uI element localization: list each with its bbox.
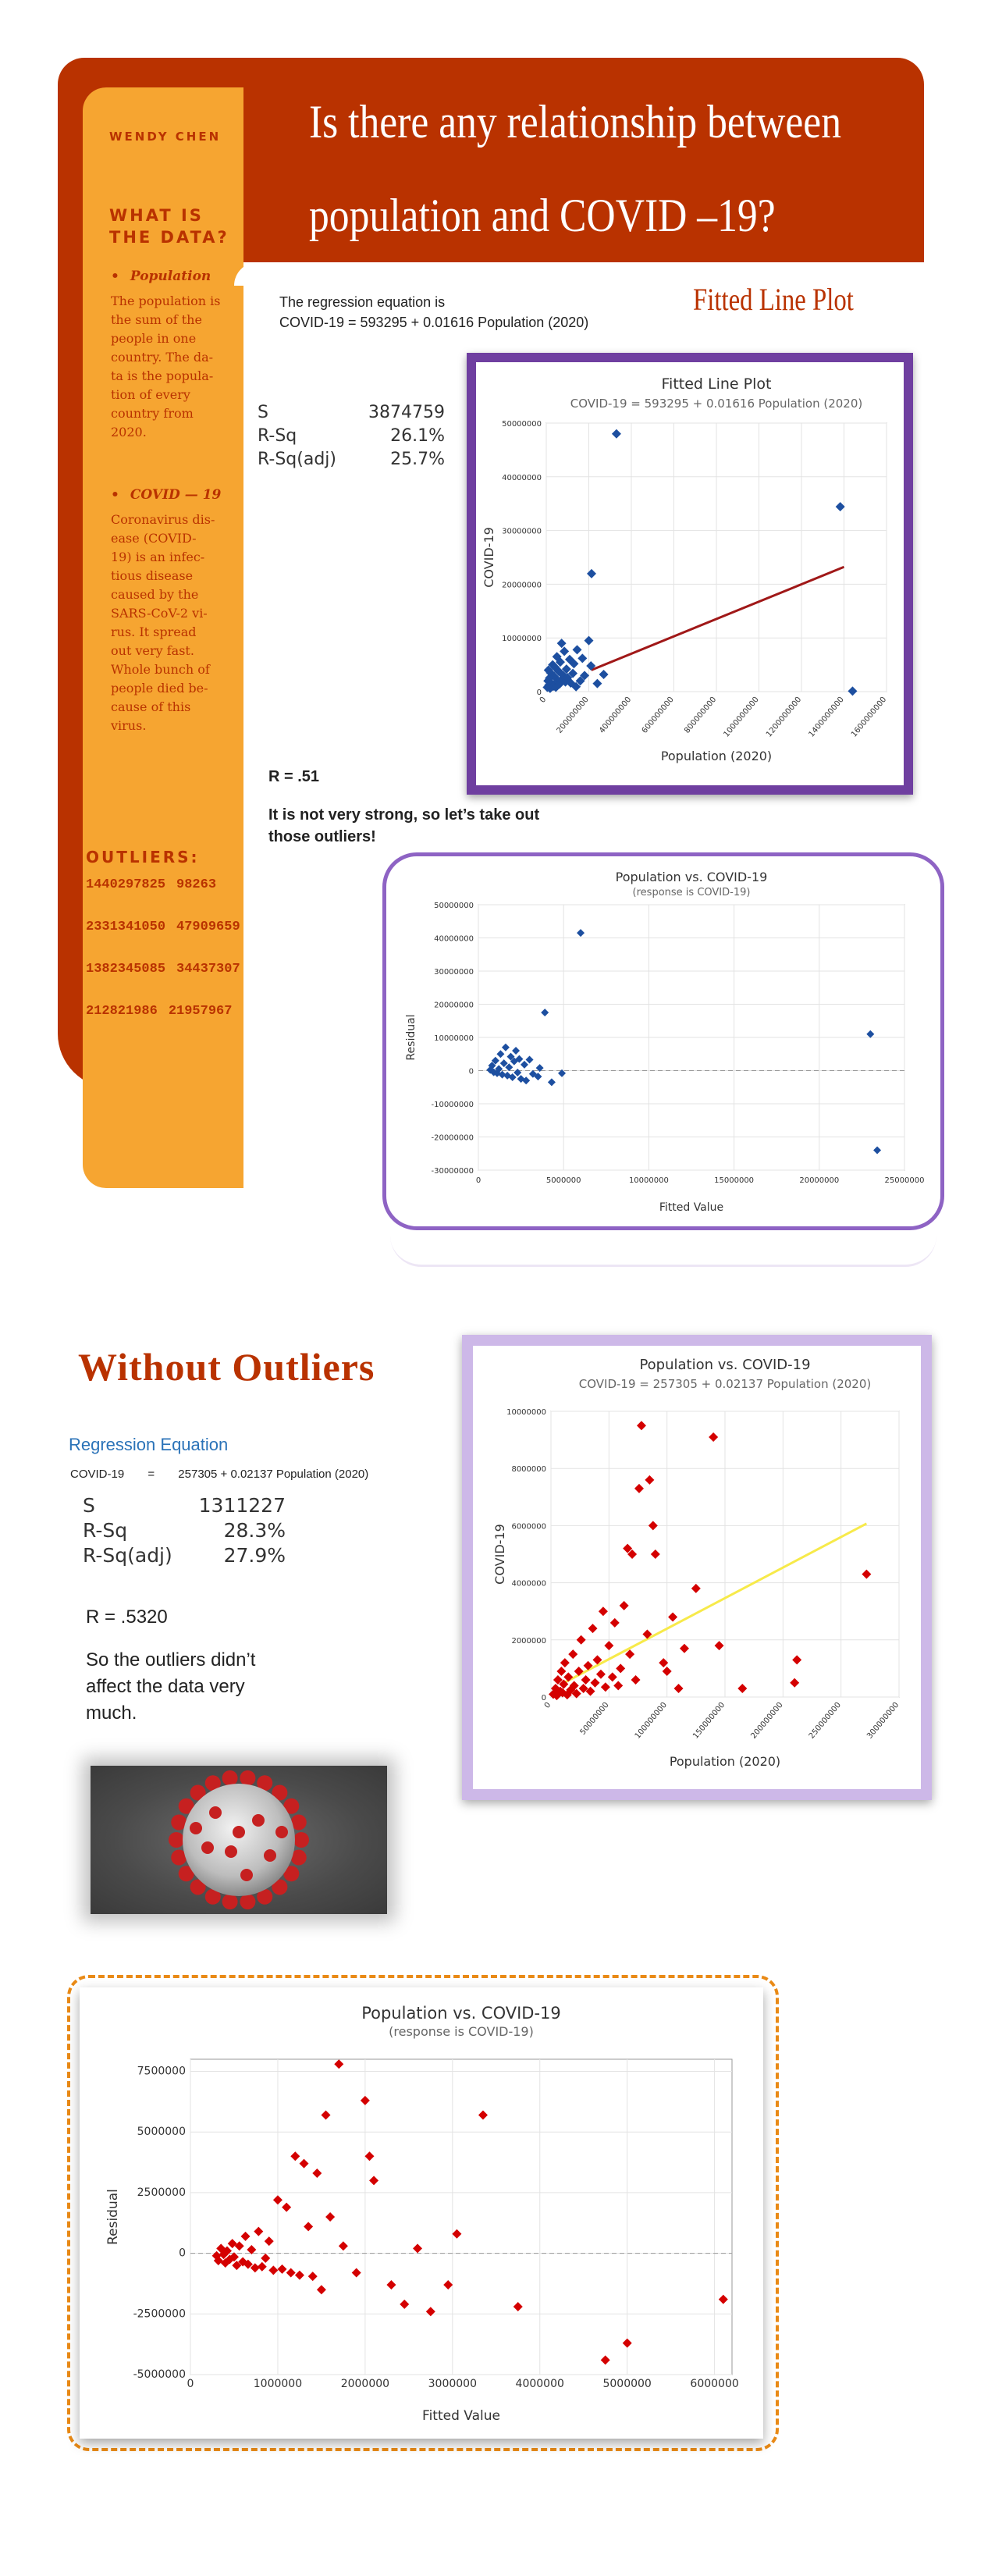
chart-title: Population vs. COVID-19 [361, 2004, 561, 2023]
coronavirus-image [91, 1766, 387, 1914]
covid-description-line: virus. [111, 718, 147, 733]
y-tick-label: -2500000 [133, 2307, 186, 2321]
outlier-covid: 21957967 [168, 1004, 233, 1019]
x-tick-label: 400000000 [598, 695, 634, 735]
stat-label: R-Sq [258, 426, 297, 446]
stat-label: S [83, 1494, 95, 1517]
y-tick-label: 10000000 [506, 1408, 546, 1417]
outlier-row [86, 962, 242, 1004]
stat-label: R-Sq [83, 1519, 128, 1542]
population-description-line: 2020. [111, 425, 147, 439]
chart-subtitle: (response is COVID-19) [632, 887, 751, 898]
outlier-comment-line-2: those outliers! [268, 828, 376, 845]
virus-spike [169, 1832, 184, 1848]
stat-row [258, 403, 445, 426]
outlier-row [86, 1004, 242, 1046]
virus-spike [190, 1822, 202, 1834]
population-description-line: country. The da- [111, 350, 214, 365]
stat-row [258, 450, 445, 473]
virus-spike [275, 1826, 288, 1838]
y-tick-label: 0 [536, 688, 542, 697]
r-value-with-outliers: R = .51 [268, 768, 320, 785]
virus-spike [222, 1894, 238, 1909]
stat-label: R-Sq(adj) [83, 1544, 172, 1567]
population-description-line: tion of every [111, 387, 190, 402]
x-tick-label: 20000000 [799, 1176, 840, 1185]
x-axis-label: Population (2020) [660, 749, 773, 763]
y-tick-label: 40000000 [434, 934, 474, 944]
x-tick-label: 100000000 [633, 1700, 669, 1741]
x-tick-label: 200000000 [555, 695, 591, 735]
chart-title: Population vs. COVID-19 [639, 1357, 811, 1373]
x-tick-label: 2000000 [340, 2378, 390, 2390]
y-tick-label: 10000000 [502, 635, 542, 644]
virus-spike [240, 1869, 253, 1881]
covid-description-line: 19) is an infec- [111, 550, 205, 564]
population-description-line: people in one [111, 331, 197, 346]
x-tick-label: 10000000 [628, 1176, 669, 1185]
y-tick-label: 50000000 [502, 420, 542, 429]
covid-description-line: out very fast. [111, 643, 194, 658]
outliers-heading: OUTLIERS: [86, 848, 200, 866]
y-tick-label: 0 [541, 1694, 546, 1703]
covid-heading: • COVID — 19 [111, 487, 221, 503]
stat-label: S [258, 403, 268, 422]
y-tick-label: 8000000 [511, 1465, 546, 1475]
r-value-without-outliers: R = .5320 [86, 1606, 168, 1628]
regression-equation-block [279, 292, 588, 333]
without-outliers-title: Without Outliers [78, 1345, 375, 1389]
outlier-row [86, 877, 242, 920]
covid-description-line: Whole bunch of [111, 662, 210, 677]
outlier-row [86, 920, 242, 962]
covid-description-line: cause of this [111, 699, 191, 714]
outlier-comment [268, 804, 539, 848]
y-tick-label: -10000000 [431, 1101, 474, 1109]
covid-description-line: Coronavirus dis- [111, 512, 215, 527]
outlier-covid: 47909659 [176, 920, 240, 934]
virus-spike [293, 1832, 309, 1848]
virus-spike [264, 1849, 276, 1862]
covid-description-line: people died be- [111, 681, 208, 696]
stat-value: 27.9% [223, 1544, 286, 1567]
what-is-the-data-heading [109, 205, 229, 248]
regression-equation-heading: Regression Equation [69, 1435, 229, 1454]
fitted-line-plot-no-outliers-chart [473, 1346, 921, 1789]
x-tick-label: 0 [538, 695, 549, 705]
stat-value: 28.3% [223, 1519, 286, 1542]
outlier-comment-line-1: It is not very strong, so let’s take out [268, 806, 540, 824]
x-tick-label: 3000000 [428, 2378, 477, 2390]
population-description [111, 292, 243, 442]
x-tick-label: 5000000 [545, 1176, 581, 1185]
x-tick-label: 15000000 [714, 1176, 755, 1185]
y-tick-label: 30000000 [502, 527, 542, 536]
y-tick-label: 0 [468, 1067, 474, 1076]
x-tick-label: 5000000 [602, 2378, 652, 2390]
covid-description [111, 511, 243, 735]
page-title [309, 75, 846, 262]
chart-subtitle: (response is COVID-19) [389, 2024, 534, 2039]
regression-lhs: COVID-19 [70, 1468, 125, 1481]
y-axis-label: COVID-19 [492, 1524, 507, 1585]
y-tick-label: 20000000 [434, 1001, 474, 1010]
residual-plot-reflection [390, 1233, 936, 1267]
without-comment-line-2: affect the data very [86, 1676, 245, 1697]
y-axis-label: Residual [105, 2189, 121, 2245]
x-tick-label: 1000000000 [722, 695, 761, 739]
residual-plot-no-outliers-frame [80, 1987, 763, 2439]
stat-row [258, 426, 445, 450]
coronavirus-illustration [91, 1766, 387, 1914]
stat-value: 3874759 [368, 403, 445, 422]
y-tick-label: 40000000 [502, 473, 542, 482]
x-axis-label: Fitted Value [422, 2408, 500, 2424]
virus-spike [225, 1845, 237, 1858]
model-summary-without-outliers [83, 1494, 286, 1569]
regression-equation-line [70, 1468, 368, 1481]
population-description-line: The population is [111, 294, 221, 308]
covid-description-line: rus. It spread [111, 624, 197, 639]
y-tick-label: 50000000 [434, 902, 474, 910]
stat-value: 1311227 [198, 1494, 286, 1517]
fitted-line-plot-title: Fitted Line Plot [693, 282, 854, 317]
covid-description-line: SARS-CoV-2 vi- [111, 606, 208, 621]
x-tick-label: 200000000 [749, 1700, 785, 1741]
stat-row [83, 1494, 286, 1519]
y-tick-label: 2000000 [511, 1636, 546, 1646]
population-description-line: country from [111, 406, 194, 421]
regression-rhs: 257305 + 0.02137 Population (2020) [178, 1468, 369, 1481]
outlier-population: 212821986 [86, 1004, 158, 1019]
x-tick-label: 0 [542, 1700, 553, 1710]
fitted-line-plot-no-outliers-frame [462, 1335, 932, 1800]
what-heading-line-2: THE DATA? [109, 228, 229, 247]
virus-spike [201, 1841, 214, 1854]
y-tick-label: 30000000 [434, 968, 474, 977]
regression-equals: = [147, 1468, 155, 1481]
population-heading: • Population [111, 269, 211, 284]
stat-value: 25.7% [390, 450, 445, 469]
chart-subtitle: COVID-19 = 593295 + 0.01616 Population (2020) [570, 397, 863, 411]
stat-value: 26.1% [390, 426, 445, 446]
author-name: WENDY CHEN [109, 130, 222, 144]
y-tick-label: -30000000 [431, 1167, 474, 1176]
virus-spike [252, 1814, 265, 1827]
without-outliers-comment [86, 1647, 255, 1727]
fitted-line-plot-frame [467, 353, 913, 795]
x-tick-label: 50000000 [578, 1700, 611, 1737]
x-tick-label: 150000000 [691, 1700, 727, 1741]
outlier-covid: 34437307 [176, 962, 240, 977]
regression-intro: The regression equation is [279, 294, 446, 310]
stat-row [83, 1519, 286, 1544]
x-tick-label: 1000000 [253, 2378, 303, 2390]
y-tick-label: 6000000 [511, 1522, 546, 1532]
x-tick-label: 300000000 [865, 1700, 901, 1741]
residual-plot-frame [382, 852, 944, 1230]
fitted-line-plot-chart [476, 362, 904, 785]
virus-spike [233, 1826, 245, 1838]
chart-title: Fitted Line Plot [661, 375, 772, 393]
y-tick-label: -20000000 [431, 1133, 474, 1143]
residual-plot-no-outliers-chart [80, 1987, 763, 2439]
y-tick-label: -5000000 [133, 2368, 186, 2381]
stat-row [83, 1544, 286, 1569]
covid-description-line: caused by the [111, 587, 199, 602]
x-tick-label: 1600000000 [849, 695, 889, 739]
chart-subtitle: COVID-19 = 257305 + 0.02137 Population (2020) [578, 1377, 872, 1391]
population-description-line: ta is the popula- [111, 368, 214, 383]
covid-description-line: ease (COVID- [111, 531, 197, 546]
y-axis-label: Residual [405, 1014, 418, 1061]
x-tick-label: 1200000000 [764, 695, 804, 739]
x-tick-label: 250000000 [807, 1700, 843, 1741]
model-summary-with-outliers [258, 403, 445, 473]
without-comment-line-3: much. [86, 1703, 137, 1724]
x-tick-label: 6000000 [690, 2378, 739, 2390]
x-tick-label: 0 [475, 1176, 482, 1185]
outlier-covid: 98263 [176, 877, 217, 892]
stat-label: R-Sq(adj) [258, 450, 336, 469]
plot-area [190, 2059, 732, 2375]
y-tick-label: 5000000 [137, 2126, 186, 2139]
regression-equation: COVID-19 = 593295 + 0.01616 Population (2020) [279, 315, 589, 330]
what-heading-line-1: WHAT IS [109, 206, 204, 225]
x-tick-label: 600000000 [640, 695, 676, 735]
y-tick-label: 2500000 [137, 2186, 186, 2199]
y-axis-label: COVID-19 [482, 527, 496, 588]
x-tick-label: 1400000000 [807, 695, 846, 739]
virus-spike [240, 1770, 255, 1786]
virus-spike [209, 1806, 222, 1819]
x-tick-label: 4000000 [515, 2378, 564, 2390]
outlier-population: 1382345085 [86, 962, 166, 977]
x-axis-label: Population (2020) [669, 1754, 781, 1769]
y-tick-label: 4000000 [511, 1579, 546, 1589]
y-tick-label: 20000000 [502, 581, 542, 590]
outlier-population: 2331341050 [86, 920, 166, 934]
x-tick-label: 800000000 [683, 695, 719, 735]
page-title-line-2: population and COVID –19? [309, 190, 776, 241]
covid-description-line: tious disease [111, 568, 194, 583]
chart-title: Population vs. COVID-19 [615, 870, 768, 884]
x-tick-label: 0 [187, 2378, 194, 2390]
y-tick-label: 7500000 [137, 2065, 186, 2078]
outliers-list [86, 877, 242, 1046]
x-axis-label: Fitted Value [659, 1201, 724, 1214]
x-tick-label: 25000000 [884, 1176, 925, 1185]
without-comment-line-1: So the outliers didn’t [86, 1649, 256, 1670]
y-tick-label: 10000000 [434, 1034, 474, 1043]
y-tick-label: 0 [179, 2247, 186, 2260]
population-description-line: the sum of the [111, 312, 202, 327]
page-title-line-1: Is there any relationship between [309, 96, 842, 148]
virus-spike [240, 1894, 255, 1909]
residual-plot-chart [386, 856, 940, 1226]
outlier-population: 1440297825 [86, 877, 166, 892]
virus-spike [222, 1770, 238, 1786]
